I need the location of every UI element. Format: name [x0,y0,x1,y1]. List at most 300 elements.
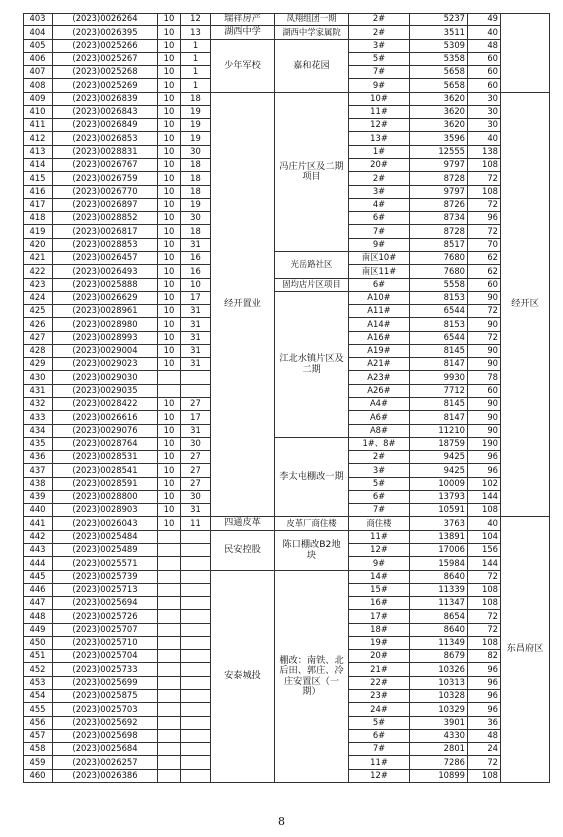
certificate-code: (2023)0028961 [53,305,158,318]
value-a [158,730,181,743]
building-area: 9797 [410,186,468,199]
value-b: 19 [181,132,211,146]
unit-count: 72 [468,225,501,239]
row-number: 404 [23,26,53,40]
row-number: 430 [23,371,53,385]
row-number: 413 [23,146,53,159]
value-b: 17 [181,411,211,425]
value-b: 31 [181,504,211,517]
building-area: 8728 [410,225,468,239]
row-number: 424 [23,292,53,305]
value-b: 30 [181,146,211,159]
project-name: 陈口棚改B2地块 [275,531,349,571]
value-a: 10 [158,106,181,119]
row-number: 418 [23,212,53,225]
unit-count: 190 [468,438,501,451]
unit-count: 108 [468,637,501,650]
building-number: 13# [349,132,410,146]
row-number: 411 [23,119,53,132]
building-area: 2801 [410,743,468,756]
unit-count: 108 [468,597,501,610]
building-number: 23# [349,690,410,703]
value-b [181,770,211,783]
value-a [158,544,181,557]
value-b: 27 [181,478,211,491]
value-b [181,624,211,637]
building-number: 7# [349,504,410,517]
unit-count: 96 [468,451,501,464]
certificate-code: (2023)0028993 [53,332,158,345]
project-name: 冯庄片区及二期项目 [275,93,349,252]
building-number: 20# [349,159,410,172]
value-b [181,677,211,690]
unit-count: 108 [468,584,501,597]
unit-count: 138 [468,146,501,159]
unit-count: 48 [468,40,501,53]
row-number: 431 [23,385,53,398]
unit-count: 90 [468,358,501,371]
value-a: 10 [158,332,181,345]
building-number: 18# [349,624,410,637]
value-b: 30 [181,212,211,225]
row-number: 453 [23,677,53,690]
building-area: 8640 [410,624,468,637]
value-a: 10 [158,438,181,451]
value-b [181,637,211,650]
certificate-code: (2023)0028852 [53,212,158,225]
building-number: A10# [349,292,410,305]
building-area: 8728 [410,172,468,186]
row-number: 405 [23,40,53,53]
page-number: 8 [278,815,285,828]
certificate-code: (2023)0028422 [53,398,158,411]
unit-count: 96 [468,703,501,717]
value-b: 13 [181,26,211,40]
building-number: 21# [349,663,410,677]
certificate-code: (2023)0026386 [53,770,158,783]
building-area: 8517 [410,239,468,252]
unit-count: 49 [468,13,501,26]
unit-count: 72 [468,610,501,624]
value-b: 18 [181,93,211,106]
value-a [158,650,181,663]
unit-count: 90 [468,292,501,305]
building-number: 20# [349,650,410,663]
certificate-code: (2023)0025268 [53,66,158,79]
certificate-code: (2023)0025704 [53,650,158,663]
row-number: 448 [23,610,53,624]
value-a: 10 [158,292,181,305]
building-area: 6544 [410,332,468,345]
unit-count: 78 [468,371,501,385]
unit-count: 48 [468,730,501,743]
value-b: 31 [181,332,211,345]
building-area: 10326 [410,663,468,677]
row-number: 436 [23,451,53,464]
row-number: 415 [23,172,53,186]
project-name: 光岳路社区 [275,252,349,279]
unit-count: 102 [468,478,501,491]
building-area: 3901 [410,717,468,730]
value-b [181,756,211,770]
certificate-code: (2023)0025888 [53,279,158,292]
value-b: 18 [181,159,211,172]
row-number: 407 [23,66,53,79]
value-b: 30 [181,491,211,504]
unit-count: 108 [468,186,501,199]
value-b [181,610,211,624]
building-number: 9# [349,557,410,571]
row-number: 409 [23,93,53,106]
row-number: 457 [23,730,53,743]
building-area: 11347 [410,597,468,610]
building-area: 3511 [410,26,468,40]
value-a: 10 [158,132,181,146]
unit-count: 96 [468,690,501,703]
value-b [181,544,211,557]
building-number: A19# [349,345,410,358]
certificate-code: (2023)0026493 [53,265,158,279]
value-a: 10 [158,225,181,239]
value-a [158,571,181,584]
certificate-code: (2023)0026853 [53,132,158,146]
building-number: 11# [349,531,410,544]
building-area: 17006 [410,544,468,557]
value-a [158,770,181,783]
building-number: 24# [349,703,410,717]
unit-count: 72 [468,624,501,637]
certificate-code: (2023)0026839 [53,93,158,106]
value-a: 10 [158,305,181,318]
building-area: 8147 [410,358,468,371]
building-number: 3# [349,464,410,478]
certificate-code: (2023)0026849 [53,119,158,132]
developer-name: 经开置业 [211,93,275,517]
unit-count: 60 [468,53,501,66]
value-b [181,703,211,717]
building-number: 1#、8# [349,438,410,451]
certificate-code: (2023)0026767 [53,159,158,172]
certificate-code: (2023)0028764 [53,438,158,451]
building-number: 12# [349,770,410,783]
building-area: 7712 [410,385,468,398]
certificate-code: (2023)0025266 [53,40,158,53]
unit-count: 30 [468,119,501,132]
building-area: 10329 [410,703,468,717]
building-area: 5658 [410,79,468,93]
building-number: 16# [349,597,410,610]
value-b [181,584,211,597]
certificate-code: (2023)0025707 [53,624,158,637]
certificate-code: (2023)0025710 [53,637,158,650]
value-a: 10 [158,172,181,186]
certificate-code: (2023)0026457 [53,252,158,265]
unit-count: 60 [468,385,501,398]
row-number: 441 [23,517,53,531]
building-number: 1# [349,146,410,159]
building-area: 10009 [410,478,468,491]
row-number: 459 [23,756,53,770]
value-a: 10 [158,93,181,106]
building-number: 11# [349,106,410,119]
certificate-code: (2023)0026843 [53,106,158,119]
certificate-code: (2023)0026759 [53,172,158,186]
building-number: 14# [349,571,410,584]
building-number: 22# [349,677,410,690]
row-number: 406 [23,53,53,66]
value-a [158,610,181,624]
value-b [181,650,211,663]
building-number: 7# [349,66,410,79]
developer-name: 安泰城投 [211,571,275,783]
row-number: 417 [23,199,53,212]
value-a: 10 [158,146,181,159]
building-area: 6544 [410,305,468,318]
value-b: 1 [181,79,211,93]
building-area: 7286 [410,756,468,770]
unit-count: 96 [468,212,501,225]
certificate-code: (2023)0025692 [53,717,158,730]
value-a [158,677,181,690]
building-area: 11210 [410,425,468,438]
building-area: 7680 [410,265,468,279]
building-area: 8145 [410,398,468,411]
building-area: 10899 [410,770,468,783]
building-area: 10328 [410,690,468,703]
certificate-code: (2023)0025733 [53,663,158,677]
building-area: 12555 [410,146,468,159]
value-a [158,385,181,398]
unit-count: 108 [468,159,501,172]
value-b: 11 [181,517,211,531]
row-number: 447 [23,597,53,610]
row-number: 435 [23,438,53,451]
certificate-code: (2023)0028591 [53,478,158,491]
row-number: 456 [23,717,53,730]
value-a [158,703,181,717]
building-number: A21# [349,358,410,371]
value-a: 10 [158,517,181,531]
value-a: 10 [158,212,181,225]
value-b [181,557,211,571]
housing-table [23,13,550,783]
building-number: 2# [349,172,410,186]
value-b: 31 [181,425,211,438]
building-area: 3620 [410,119,468,132]
value-b: 30 [181,438,211,451]
building-area: 11339 [410,584,468,597]
building-area: 8726 [410,199,468,212]
value-a: 10 [158,265,181,279]
building-number: A14# [349,318,410,332]
value-b [181,690,211,703]
row-number: 410 [23,106,53,119]
value-a: 10 [158,279,181,292]
value-b: 1 [181,66,211,79]
certificate-code: (2023)0029035 [53,385,158,398]
row-number: 414 [23,159,53,172]
value-b: 19 [181,106,211,119]
row-number: 437 [23,464,53,478]
value-b: 18 [181,186,211,199]
value-a: 10 [158,491,181,504]
row-number: 426 [23,318,53,332]
value-b: 1 [181,53,211,66]
developer-name: 湖西中学 [211,26,275,40]
district-name: 东昌府区 [501,517,550,783]
building-area: 9797 [410,159,468,172]
value-a [158,743,181,756]
project-name: 嘉和花园 [275,40,349,93]
building-number: 7# [349,225,410,239]
value-b: 1 [181,40,211,53]
value-b: 27 [181,451,211,464]
value-a: 10 [158,13,181,26]
certificate-code: (2023)0029076 [53,425,158,438]
building-number: 12# [349,119,410,132]
building-number: 10# [349,93,410,106]
value-a: 10 [158,318,181,332]
building-number: 商住楼 [349,517,410,531]
value-a: 10 [158,53,181,66]
developer-name: 四通皮革 [211,517,275,531]
building-number: A26# [349,385,410,398]
project-name: 凤翔组团一期 [275,13,349,26]
project-name: 棚改：南铁、北后田、郭庄、冷庄安置区（一期） [275,571,349,783]
row-number: 412 [23,132,53,146]
building-number: 6# [349,730,410,743]
row-number: 420 [23,239,53,252]
unit-count: 62 [468,265,501,279]
building-number: 2# [349,451,410,464]
value-a [158,557,181,571]
value-a [158,624,181,637]
district-name: 经开区 [501,93,550,517]
row-number: 450 [23,637,53,650]
row-number: 449 [23,624,53,637]
row-number: 419 [23,225,53,239]
building-number: 9# [349,79,410,93]
building-area: 5237 [410,13,468,26]
building-area: 3596 [410,132,468,146]
project-name: 湖西中学家属院 [275,26,349,40]
value-b: 18 [181,172,211,186]
row-number: 416 [23,186,53,199]
unit-count: 72 [468,199,501,212]
building-number: 3# [349,186,410,199]
building-number: A8# [349,425,410,438]
certificate-code: (2023)0026616 [53,411,158,425]
row-number: 460 [23,770,53,783]
value-a [158,531,181,544]
row-number: 403 [23,13,53,26]
unit-count: 36 [468,717,501,730]
unit-count: 90 [468,398,501,411]
row-number: 427 [23,332,53,345]
certificate-code: (2023)0026897 [53,199,158,212]
unit-count: 30 [468,93,501,106]
building-area: 15984 [410,557,468,571]
building-number: A11# [349,305,410,318]
building-number: 南区10# [349,252,410,265]
value-b [181,385,211,398]
value-a: 10 [158,345,181,358]
certificate-code: (2023)0026395 [53,26,158,40]
building-number: 4# [349,199,410,212]
unit-count: 40 [468,26,501,40]
building-area: 8640 [410,571,468,584]
value-b: 27 [181,464,211,478]
value-a [158,597,181,610]
building-number: A4# [349,398,410,411]
row-number: 446 [23,584,53,597]
value-b: 17 [181,292,211,305]
building-area: 9930 [410,371,468,385]
value-b [181,371,211,385]
building-area: 5309 [410,40,468,53]
unit-count: 60 [468,79,501,93]
building-area: 3763 [410,517,468,531]
building-number: 19# [349,637,410,650]
certificate-code: (2023)0025694 [53,597,158,610]
certificate-code: (2023)0028541 [53,464,158,478]
row-number: 439 [23,491,53,504]
value-a [158,371,181,385]
row-number: 408 [23,79,53,93]
unit-count: 70 [468,239,501,252]
value-b: 10 [181,279,211,292]
value-a [158,663,181,677]
unit-count: 60 [468,66,501,79]
unit-count: 40 [468,517,501,531]
building-area: 3620 [410,93,468,106]
row-number: 422 [23,265,53,279]
district-blank [501,13,550,93]
building-number: 6# [349,212,410,225]
value-b [181,531,211,544]
value-b: 19 [181,199,211,212]
certificate-code: (2023)0028800 [53,491,158,504]
row-number: 442 [23,531,53,544]
unit-count: 60 [468,279,501,292]
certificate-code: (2023)0028831 [53,146,158,159]
value-a [158,637,181,650]
value-a: 10 [158,398,181,411]
value-a: 10 [158,239,181,252]
value-a: 10 [158,199,181,212]
unit-count: 40 [468,132,501,146]
building-number: 12# [349,544,410,557]
certificate-code: (2023)0025739 [53,571,158,584]
unit-count: 72 [468,305,501,318]
building-area: 7680 [410,252,468,265]
certificate-code: (2023)0026264 [53,13,158,26]
unit-count: 108 [468,504,501,517]
certificate-code: (2023)0025713 [53,584,158,597]
value-b [181,717,211,730]
project-name: 皮革厂商住楼 [275,517,349,531]
building-area: 4330 [410,730,468,743]
row-number: 445 [23,571,53,584]
value-a: 10 [158,119,181,132]
row-number: 454 [23,690,53,703]
row-number: 438 [23,478,53,491]
certificate-code: (2023)0028531 [53,451,158,464]
row-number: 429 [23,358,53,371]
building-area: 3620 [410,106,468,119]
value-a: 10 [158,478,181,491]
building-number: 2# [349,13,410,26]
